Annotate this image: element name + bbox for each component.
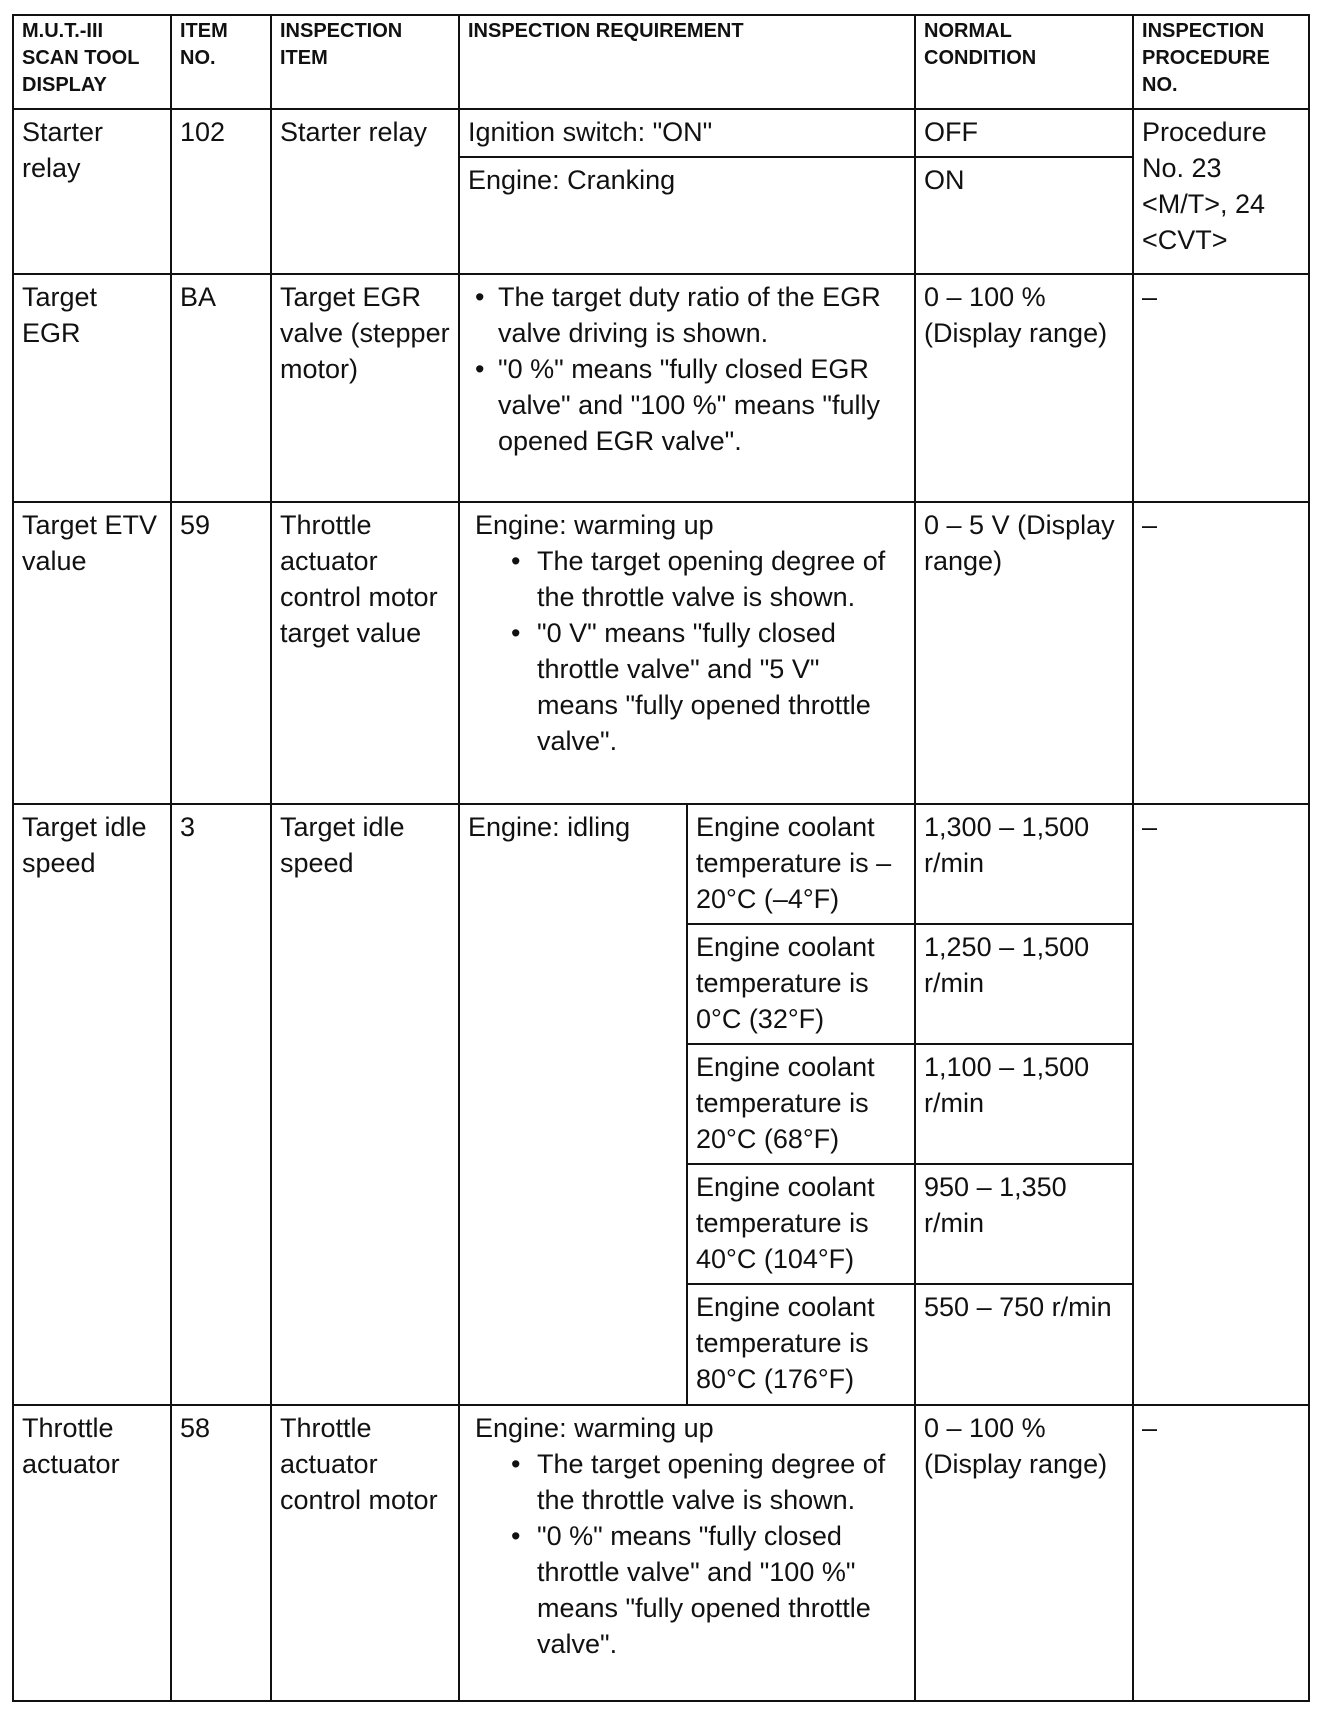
header-inspection-requirement: INSPECTION REQUIREMENT xyxy=(459,15,915,109)
target-etv-item-no: 59 xyxy=(171,502,271,804)
table-row xyxy=(13,804,1309,924)
list-item: • "0 %" means "fully closed throttle valve" and "100 %" means "fully opened throttle valve". xyxy=(475,1518,906,1662)
target-etv-bullet-list xyxy=(475,543,906,759)
starter-relay-display: Starter relay xyxy=(13,109,171,274)
table-row xyxy=(13,1405,1309,1701)
target-egr-condition: 0 – 100 % (Display range) xyxy=(915,274,1133,502)
target-idle-item: Target idle speed xyxy=(271,804,459,1405)
throttle-actuator-bullet-list xyxy=(475,1446,906,1662)
throttle-actuator-item-no: 58 xyxy=(171,1405,271,1701)
target-egr-item-no: BA xyxy=(171,274,271,502)
header-inspection-item: INSPECTION ITEM xyxy=(271,15,459,109)
header-display: M.U.T.-III SCAN TOOL DISPLAY xyxy=(13,15,171,109)
throttle-actuator-item: Throttle actuator control motor xyxy=(271,1405,459,1701)
list-item: • "0 %" means "fully closed EGR valve" and "100 %" means "fully opened EGR valve". xyxy=(468,351,906,459)
throttle-actuator-requirement xyxy=(459,1405,915,1701)
starter-relay-procedure: Procedure No. 23 <M/T>, 24 <CVT> xyxy=(1133,109,1309,274)
list-item: • The target duty ratio of the EGR valve driving is shown. xyxy=(468,279,906,351)
target-etv-intro: Engine: warming up xyxy=(475,510,714,540)
header-procedure-no: INSPECTION PROCEDURE NO. xyxy=(1133,15,1309,109)
target-idle-condition-2: 1,250 – 1,500 r/min xyxy=(915,924,1133,1044)
target-idle-procedure: – xyxy=(1133,804,1309,1405)
target-idle-item-no: 3 xyxy=(171,804,271,1405)
table-row xyxy=(13,109,1309,157)
target-egr-display: Target EGR xyxy=(13,274,171,502)
target-idle-temp-2: Engine coolant temperature is 0°C (32°F) xyxy=(687,924,915,1044)
target-etv-procedure: – xyxy=(1133,502,1309,804)
throttle-actuator-display: Throttle actuator xyxy=(13,1405,171,1701)
throttle-actuator-intro: Engine: warming up xyxy=(475,1413,714,1443)
header-normal-condition: NORMAL CONDITION xyxy=(915,15,1133,109)
table-row xyxy=(13,502,1309,804)
target-etv-requirement xyxy=(459,502,915,804)
target-idle-condition-1: 1,300 – 1,500 r/min xyxy=(915,804,1133,924)
target-etv-item: Throttle actuator control motor target value xyxy=(271,502,459,804)
starter-relay-item-no: 102 xyxy=(171,109,271,274)
starter-relay-item: Starter relay xyxy=(271,109,459,274)
list-item: • The target opening degree of the throttle valve is shown. xyxy=(475,1446,906,1518)
starter-relay-requirement-1: Ignition switch: "ON" xyxy=(459,109,915,157)
target-idle-requirement: Engine: idling xyxy=(459,804,687,1405)
target-idle-condition-5: 550 – 750 r/min xyxy=(915,1284,1133,1405)
list-item: • "0 V" means "fully closed throttle valve" and "5 V" means "fully opened throttle valve". xyxy=(475,615,906,759)
throttle-actuator-condition: 0 – 100 % (Display range) xyxy=(915,1405,1133,1701)
inspection-table xyxy=(12,14,1310,1702)
starter-relay-requirement-2: Engine: Cranking xyxy=(459,157,915,274)
target-idle-temp-5: Engine coolant temperature is 80°C (176°F) xyxy=(687,1284,915,1405)
target-idle-condition-4: 950 – 1,350 r/min xyxy=(915,1164,1133,1284)
target-idle-condition-3: 1,100 – 1,500 r/min xyxy=(915,1044,1133,1164)
target-idle-display: Target idle speed xyxy=(13,804,171,1405)
header-row xyxy=(13,15,1309,109)
list-item: • The target opening degree of the throttle valve is shown. xyxy=(475,543,906,615)
throttle-actuator-procedure: – xyxy=(1133,1405,1309,1701)
starter-relay-condition-2: ON xyxy=(915,157,1133,274)
target-egr-procedure: – xyxy=(1133,274,1309,502)
target-egr-item: Target EGR valve (stepper motor) xyxy=(271,274,459,502)
target-idle-temp-1: Engine coolant temperature is –20°C (–4°F) xyxy=(687,804,915,924)
target-etv-condition: 0 – 5 V (Display range) xyxy=(915,502,1133,804)
table-row xyxy=(13,274,1309,502)
target-egr-requirement xyxy=(459,274,915,502)
target-idle-temp-3: Engine coolant temperature is 20°C (68°F) xyxy=(687,1044,915,1164)
starter-relay-condition-1: OFF xyxy=(915,109,1133,157)
target-egr-bullet-list xyxy=(468,279,906,459)
target-idle-temp-4: Engine coolant temperature is 40°C (104°F) xyxy=(687,1164,915,1284)
target-etv-display: Target ETV value xyxy=(13,502,171,804)
header-item-no: ITEM NO. xyxy=(171,15,271,109)
